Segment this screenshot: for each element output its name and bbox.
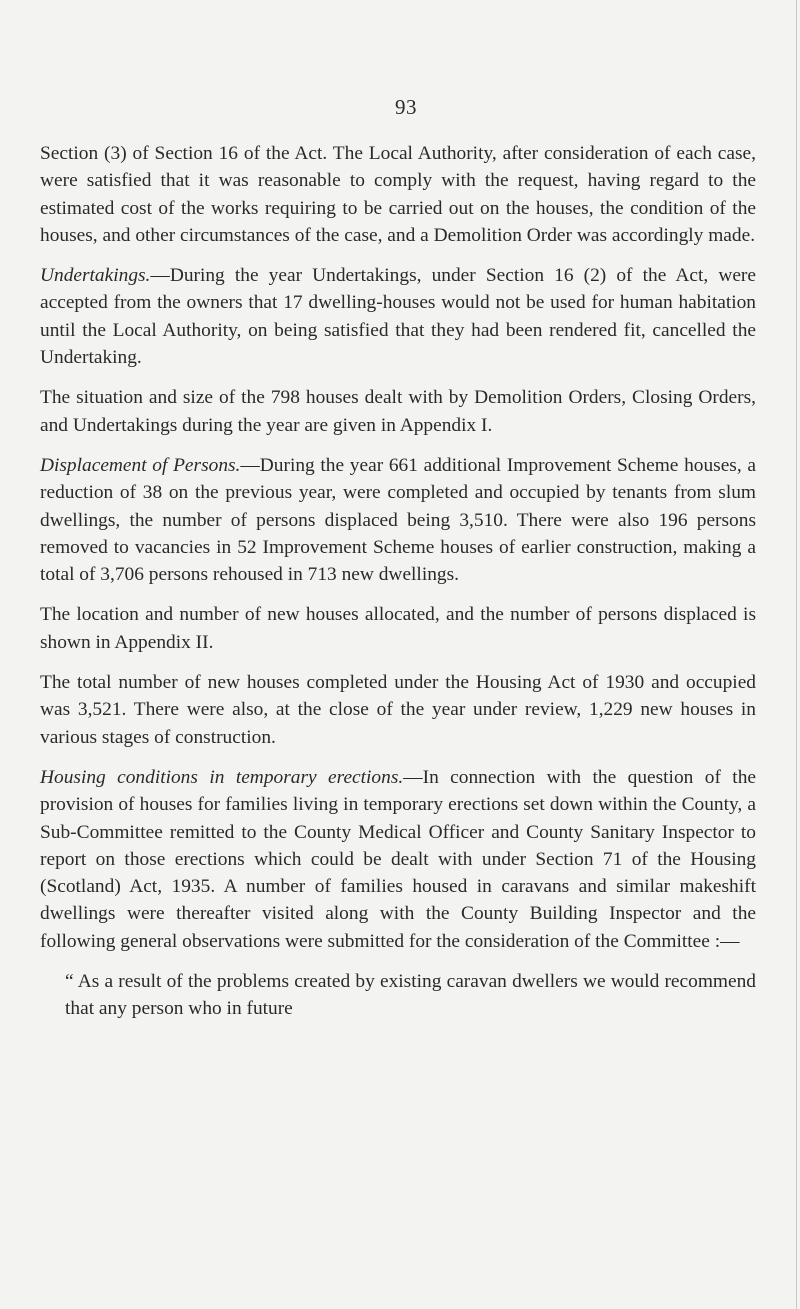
page-edge bbox=[796, 0, 797, 1309]
paragraph-total-houses bbox=[40, 669, 756, 751]
paragraph-demolition-order bbox=[40, 140, 756, 249]
paragraph-text: —During the year Undertakings, under Section 16 (2) of the Act, were accepted from the owners that 17 dwelling-houses would not be used for human habitation until the Local Authority, on being satisfied that they had been rendered fit, cancelled the Undertaking. bbox=[40, 265, 756, 369]
paragraph-text: Section (3) of Section 16 of the Act. The Local Authority, after consideration of each case, were satisfied that it was reasonable to comply with the request, having regard to the estimated cost of the works requiring to be carried out on the houses, the condition of the houses, and other circumstances of the case, and a Demolition Order was accordingly made. bbox=[40, 143, 756, 246]
paragraph-quotation bbox=[40, 968, 756, 1023]
paragraph-text: The total number of new houses completed under the Housing Act of 1930 and occupied was 3,521. There were also, at the close of the year under review, 1,229 new houses in various stages of construction. bbox=[40, 672, 756, 748]
paragraph-text: —In connection with the question of the provision of houses for families living in temporary erections set down within the County, a Sub-Committee remitted to the County Medical Officer and County Sanitary Inspector to report on those erections which could be dealt with under Section 71 of the Housing (Scotland) Act, 1935. A number of families housed in caravans and similar makeshift dwellings were thereafter visited along with the County Building Inspector and the following general observations were submitted for the consideration of the Committee :— bbox=[40, 766, 756, 952]
section-lead-displacement: Displacement of Persons. bbox=[40, 454, 241, 476]
document-page bbox=[40, 0, 756, 1309]
paragraph-text: The situation and size of the 798 houses dealt with by Demolition Orders, Closing Orders, and Undertakings during the year are given in Appendix I. bbox=[40, 387, 756, 436]
section-lead-housing-conditions: Housing conditions in temporary erections. bbox=[40, 766, 404, 788]
page-number: 93 bbox=[395, 95, 417, 119]
paragraph-text: The location and number of new houses allocated, and the number of persons displaced is shown in Appendix II. bbox=[40, 604, 756, 653]
paragraph-undertakings bbox=[40, 262, 756, 371]
paragraph-displacement bbox=[40, 452, 756, 588]
paragraph-temporary-erections bbox=[40, 764, 756, 955]
section-lead-undertakings: Undertakings. bbox=[40, 265, 151, 287]
paragraph-appendix-one bbox=[40, 384, 756, 439]
paragraph-text: —During the year 661 additional Improvement Scheme houses, a reduction of 38 on the previous year, were completed and occupied by tenants from slum dwellings, the number of persons displaced being 3,510. There were also 196 persons removed to vacancies in 52 Improvement Scheme houses of earlier construction, making a total of 3,706 persons rehoused in 713 new dwellings. bbox=[40, 454, 756, 586]
paragraph-appendix-two bbox=[40, 601, 756, 656]
paragraph-text: “ As a result of the problems created by existing caravan dwellers we would recommend that any person who in future bbox=[65, 971, 756, 1020]
body-text bbox=[40, 140, 756, 1036]
